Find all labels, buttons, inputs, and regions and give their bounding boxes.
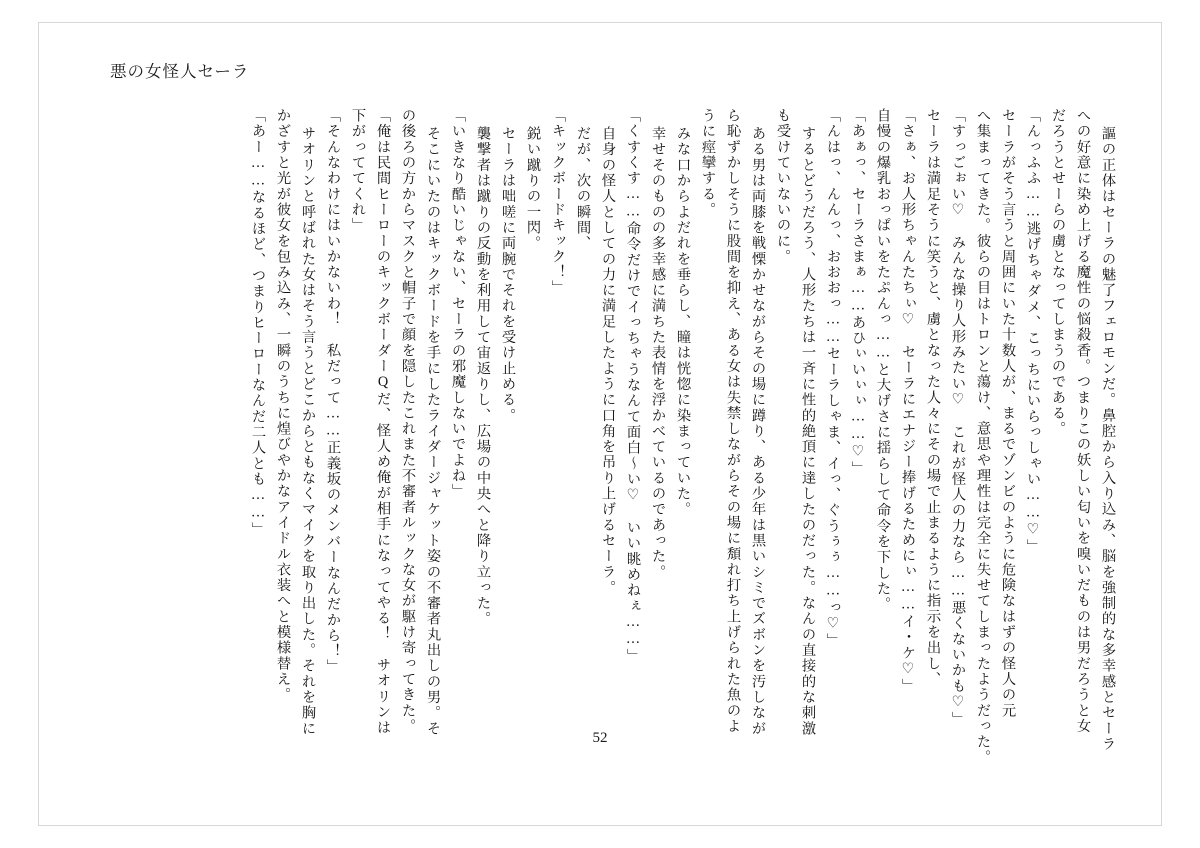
- text-line: へ集まってきた。彼らの目はトロンと蕩け、意思や理性は完全に失せてしまったようだった。: [975, 108, 991, 766]
- text-line: 「キックボードキック！」: [550, 108, 566, 296]
- text-line: サオリンと呼ばれた女はそう言うとどこからともなくマイクを取り出した。それを胸に: [300, 126, 316, 737]
- text-line: するとどうだろう、人形たちは一斉に性的絶頂に達したのだった。なんの直接的な刺激: [800, 126, 816, 737]
- text-line: セーラは満足そうに笑うと、虜となった人々にその場で止まるように指示を出し、: [925, 108, 941, 688]
- page-header-title: 悪の女怪人セーラ: [110, 62, 250, 81]
- text-line: ある男は両膝を戦慄かせながらその場に蹲り、ある少年は黒いシミでズボンを汚しなが: [750, 126, 766, 737]
- text-line: 自身の怪人としての力に満足したように口角を吊り上げるセーラ。: [600, 126, 616, 596]
- text-line: 「俺は民間ヒーローのキックボーダーQだ、怪人め俺が相手になってやる！ サオリンは: [375, 108, 391, 736]
- text-line: の後ろの方からマスクと帽子で顔を隠したこれまた不審者ルックな女が駆け寄ってきた。: [400, 108, 416, 734]
- text-line: みな口からよだれを垂らし、瞳は恍惚に染まっていた。: [675, 126, 691, 518]
- text-line: 自慢の爆乳おっぱいをたぷんっ……と大げさに揺らして命令を下した。: [875, 108, 891, 613]
- text-line: だが、次の瞬間、: [575, 126, 591, 252]
- text-line: 「さぁ、お人形ちゃんたちぃ♡ セーラにエナジー捧げるためにぃ……イ・ケ♡」: [900, 108, 916, 694]
- text-line: そこにいたのはキックボードを手にしたライダージャケット姿の不審者丸出しの男。そ: [425, 126, 441, 737]
- text-line: 鋭い蹴りの一閃。: [525, 126, 541, 252]
- text-line: 下がっててくれ」: [350, 108, 366, 234]
- text-line: も受けていないのに。: [775, 108, 791, 265]
- text-line: 「すっごぉい♡ みんな操り人形みたい♡ これが怪人の力なら……悪くないかも♡」: [950, 108, 966, 727]
- page-number: 52: [592, 730, 608, 746]
- text-line: 幸せそのものの多幸感に満ちた表情を浮かべているのであった。: [650, 126, 666, 580]
- text-line: 「そんなわけにはいかないわ！ 私だって……正義坂のメンバーなんだから！」: [325, 108, 341, 675]
- text-line: 「いきなり酷いじゃない、セーラの邪魔しないでよね」: [450, 108, 466, 500]
- text-line: だろうとせーらの虜となってしまうのである。: [1050, 108, 1066, 437]
- text-line: 「くすくす……命令だけでイっちゃうなんて面白〜い♡ いい眺めねぇ……」: [625, 108, 641, 665]
- text-line: 「んはっ、んんっ、おおおっ……セーラしゃま、イっ、ぐうぅぅ……っ♡」: [825, 108, 841, 649]
- text-line: 「あー……なるほど、つまりヒーローなんだ二人とも……」: [250, 108, 266, 538]
- text-line: 「んっふふ……逃げちゃダメ、こっちにいらっしゃい……♡」: [1025, 108, 1041, 555]
- text-line: うに痙攣する。: [700, 108, 716, 218]
- text-line: ら恥ずかしそうに股間を抑え、ある女は失禁しながらその場に頽れ打ち上げられた魚のよ: [725, 108, 741, 734]
- text-line: セーラがそう言うと周囲にいた十数人が、まるでゾンビのように危険なはずの怪人の元: [1000, 108, 1016, 719]
- text-line: への好意に染め上げる魔性の悩殺香。つまりこの妖しい匂いを嗅いだものは男だろうと女: [1075, 108, 1091, 734]
- text-line: 襲撃者は蹴りの反動を利用して宙返りし、広場の中央へと降り立った。: [475, 126, 491, 627]
- text-line: 「あぁっ、セーラさまぁ……あひぃいぃぃ……♡」: [850, 108, 866, 477]
- text-line: かざすと光が彼女を包み込み、一瞬のうちに煌びやかなアイドル衣装へと模様替え。: [275, 108, 291, 703]
- text-line: セーラは咄嗟に両腕でそれを受け止める。: [500, 126, 516, 424]
- text-line: 謳の正体はセーラの魅了フェロモンだ。鼻腔から入り込み、脳を強制的な多幸感とセーラ: [1100, 126, 1116, 752]
